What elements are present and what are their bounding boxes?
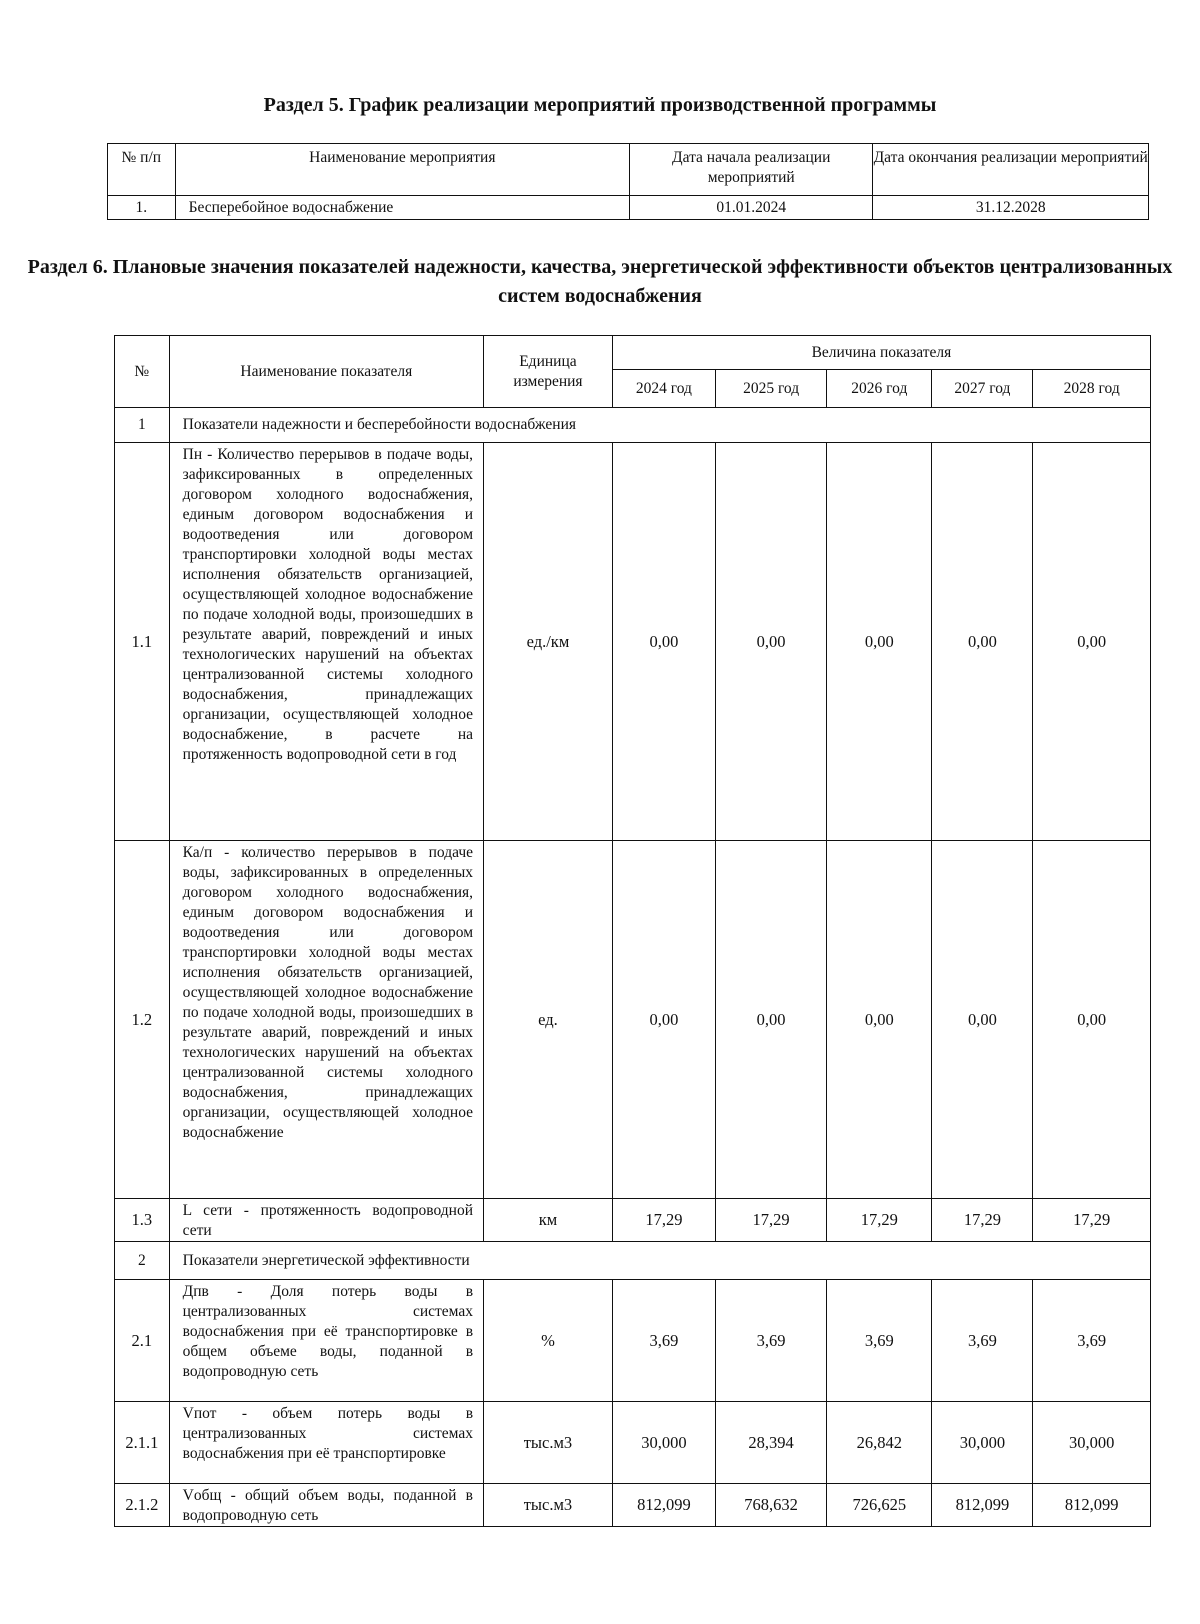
row-value: 0,00	[612, 841, 715, 1199]
row-indicator-name: Vпот - объем потерь воды в централизованных системах водоснабжения при её транспортировке	[169, 1402, 483, 1484]
row-value: 17,29	[612, 1199, 715, 1242]
row-num: 2.1.1	[115, 1402, 170, 1484]
section5-title: Раздел 5. График реализации мероприятий производственной программы	[263, 94, 937, 116]
section-num: 2	[115, 1242, 170, 1280]
row-value: 0,00	[1033, 443, 1151, 841]
col-header-num: № п/п	[108, 144, 176, 196]
table-row	[115, 443, 1151, 841]
row-value: 0,00	[827, 443, 932, 841]
table-row	[115, 1280, 1151, 1402]
row-value: 812,099	[932, 1484, 1033, 1527]
row-num: 1.1	[115, 443, 170, 841]
indicators-table	[114, 335, 1151, 1527]
row-value: 30,000	[932, 1402, 1033, 1484]
col-header-year: 2028 год	[1033, 370, 1151, 408]
row-num: 1.2	[115, 841, 170, 1199]
row-value: 3,69	[1033, 1280, 1151, 1402]
row-indicator-name: Дпв - Доля потерь воды в централизованных системах водоснабжения при её транспортировке в общем объеме воды, поданной в водопроводную сеть	[169, 1280, 483, 1402]
table-row	[115, 1484, 1151, 1527]
schedule-header-row	[108, 144, 1149, 196]
row-unit: тыс.м3	[484, 1402, 613, 1484]
row-indicator-name: Vобщ - общий объем воды, поданной в водопроводную сеть	[169, 1484, 483, 1527]
schedule-row-start: 01.01.2024	[630, 196, 873, 220]
row-value: 17,29	[827, 1199, 932, 1242]
row-value: 0,00	[715, 841, 826, 1199]
table-row	[115, 1199, 1151, 1242]
section-title: Показатели надежности и бесперебойности водоснабжения	[169, 408, 1150, 443]
row-value: 0,00	[932, 841, 1033, 1199]
row-value: 3,69	[715, 1280, 826, 1402]
schedule-table	[107, 143, 1149, 220]
row-value: 30,000	[612, 1402, 715, 1484]
col-header-start-date: Дата начала реализации мероприятий	[630, 144, 873, 196]
section-row	[115, 408, 1151, 443]
col-header-year: 2026 год	[827, 370, 932, 408]
schedule-row-name: Бесперебойное водоснабжение	[175, 196, 629, 220]
row-value: 3,69	[827, 1280, 932, 1402]
col-header-unit: Единица измерения	[484, 336, 613, 408]
section-num: 1	[115, 408, 170, 443]
row-num: 1.3	[115, 1199, 170, 1242]
row-num: 2.1.2	[115, 1484, 170, 1527]
col-header-year: 2025 год	[715, 370, 826, 408]
row-indicator-name: Ка/п - количество перерывов в подаче воды, зафиксированных в определенных договором холодного водоснабжения, единым договором водоснабжения и водоотведения или договором транспортировки холодной воды местах исполнения обязательств организацией, осуществляющей холодное водоснабжение по подаче холодной воды, произошедших в результате аварий, повреждений и иных технологических нарушений на объектах централизованной системы холодного водоснабжения, принадлежащих организации, осуществляющей холодное водоснабжение	[169, 841, 483, 1199]
row-value: 0,00	[612, 443, 715, 841]
row-value: 30,000	[1033, 1402, 1151, 1484]
table-row	[115, 1402, 1151, 1484]
col-header-year: 2027 год	[932, 370, 1033, 408]
col-header-year: 2024 год	[612, 370, 715, 408]
schedule-row-num: 1.	[108, 196, 176, 220]
row-value: 0,00	[715, 443, 826, 841]
row-value: 0,00	[1033, 841, 1151, 1199]
row-unit: %	[484, 1280, 613, 1402]
row-value: 26,842	[827, 1402, 932, 1484]
row-value: 726,625	[827, 1484, 932, 1527]
row-value: 17,29	[715, 1199, 826, 1242]
section-row	[115, 1242, 1151, 1280]
row-value: 812,099	[1033, 1484, 1151, 1527]
row-value: 3,69	[612, 1280, 715, 1402]
row-unit: ед./км	[484, 443, 613, 841]
row-value: 28,394	[715, 1402, 826, 1484]
row-indicator-name: Пн - Количество перерывов в подаче воды, зафиксированных в определенных договором холодного водоснабжения, единым договором водоснабжения и водоотведения или договором транспортировки холодной воды местах исполнения обязательств организацией, осуществляющей холодное водоснабжение по подаче холодной воды, произошедших в результате аварий, повреждений и иных технологических нарушений на объектах централизованной системы холодного водоснабжения, принадлежащих организации, осуществляющей холодное водоснабжение, в расчете на протяженность водопроводной сети в год	[169, 443, 483, 841]
row-indicator-name: L сети - протяженность водопроводной сети	[169, 1199, 483, 1242]
schedule-row	[108, 196, 1149, 220]
row-value: 17,29	[1033, 1199, 1151, 1242]
section6-title: Раздел 6. Плановые значения показателей надежности, качества, энергетической эффективности объектов централизованных систем водоснабжения	[27, 256, 1173, 307]
schedule-row-end: 31.12.2028	[873, 196, 1149, 220]
row-unit: ед.	[484, 841, 613, 1199]
col-header-end-date: Дата окончания реализации мероприятий	[873, 144, 1149, 196]
col-header-event-name: Наименование мероприятия	[175, 144, 629, 196]
col-header-value: Величина показателя	[612, 336, 1150, 370]
row-value: 812,099	[612, 1484, 715, 1527]
row-unit: тыс.м3	[484, 1484, 613, 1527]
row-value: 0,00	[827, 841, 932, 1199]
col-header-num: №	[115, 336, 170, 408]
row-value: 17,29	[932, 1199, 1033, 1242]
row-value: 768,632	[715, 1484, 826, 1527]
col-header-indicator-name: Наименование показателя	[169, 336, 483, 408]
row-num: 2.1	[115, 1280, 170, 1402]
row-value: 3,69	[932, 1280, 1033, 1402]
row-unit: км	[484, 1199, 613, 1242]
row-value: 0,00	[932, 443, 1033, 841]
indicators-header-row	[115, 336, 1151, 370]
table-row	[115, 841, 1151, 1199]
section-title: Показатели энергетической эффективности	[169, 1242, 1150, 1280]
